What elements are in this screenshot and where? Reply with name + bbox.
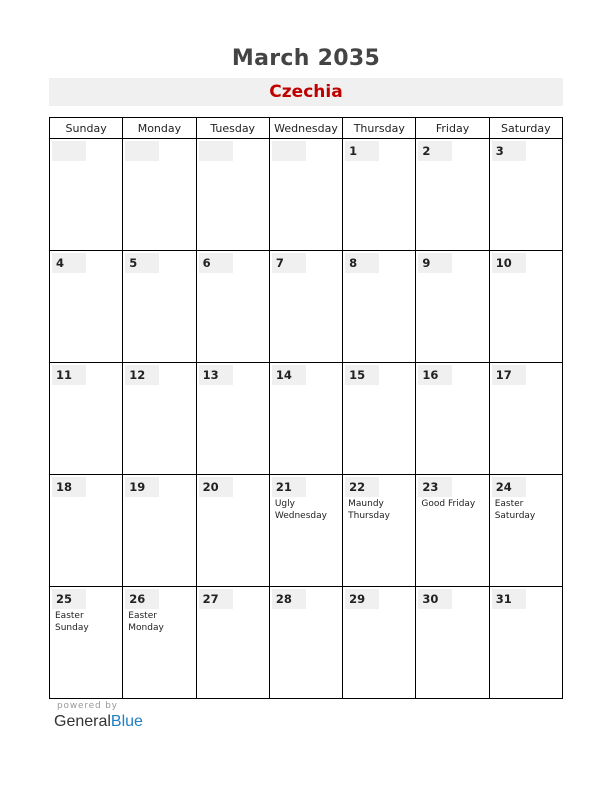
day-cell (343, 363, 416, 475)
day-number (272, 141, 306, 161)
day-number: 17 (492, 365, 526, 385)
day-number: 20 (199, 477, 233, 497)
day-number: 8 (345, 253, 379, 273)
weekday-saturday: Saturday (489, 118, 562, 139)
weekday-header-row (50, 118, 563, 139)
week-row (50, 587, 563, 699)
day-cell (343, 587, 416, 699)
week-row (50, 251, 563, 363)
country-label: Czechia (49, 78, 563, 106)
day-cell (416, 251, 489, 363)
day-number: 31 (492, 589, 526, 609)
day-number: 10 (492, 253, 526, 273)
brand-name-blue: Blue (110, 713, 143, 730)
weekday-friday: Friday (416, 118, 489, 139)
weekday-monday: Monday (123, 118, 196, 139)
day-number: 12 (125, 365, 159, 385)
day-number: 15 (345, 365, 379, 385)
holiday-label: Good Friday (421, 499, 476, 509)
day-cell (489, 475, 562, 587)
holiday-label: Ugly Wednesday (274, 499, 327, 521)
day-cell (343, 139, 416, 251)
day-number: 29 (345, 589, 379, 609)
day-cell (123, 587, 196, 699)
day-cell (269, 139, 342, 251)
day-cell (196, 139, 269, 251)
day-number: 18 (52, 477, 86, 497)
day-number: 28 (272, 589, 306, 609)
day-cell (269, 251, 342, 363)
day-cell (50, 251, 123, 363)
day-number: 1 (345, 141, 379, 161)
brand-name-general: General (54, 713, 111, 730)
calendar-grid (49, 117, 563, 699)
day-cell (489, 251, 562, 363)
day-number: 14 (272, 365, 306, 385)
day-cell (196, 251, 269, 363)
day-cell (269, 587, 342, 699)
day-cell (196, 587, 269, 699)
day-number: 24 (492, 477, 526, 497)
day-cell (50, 363, 123, 475)
day-number: 13 (199, 365, 233, 385)
day-cell (416, 475, 489, 587)
day-number (199, 141, 233, 161)
holiday-label: Maundy Thursday (348, 499, 390, 521)
day-number: 21 (272, 477, 306, 497)
day-cell (343, 251, 416, 363)
day-number: 3 (492, 141, 526, 161)
week-row (50, 139, 563, 251)
day-cell (123, 363, 196, 475)
week-row (50, 475, 563, 587)
day-number: 19 (125, 477, 159, 497)
day-cell (416, 363, 489, 475)
day-cell (50, 587, 123, 699)
day-cell (489, 363, 562, 475)
day-number: 16 (418, 365, 452, 385)
day-cell (269, 363, 342, 475)
day-cell (123, 139, 196, 251)
day-number (52, 141, 86, 161)
holiday-label: Easter Sunday (55, 611, 89, 633)
day-number: 22 (345, 477, 379, 497)
day-cell (196, 475, 269, 587)
holiday-label: Easter Monday (128, 611, 164, 633)
day-cell (269, 475, 342, 587)
day-number: 9 (418, 253, 452, 273)
day-cell (123, 251, 196, 363)
day-number: 4 (52, 253, 86, 273)
day-cell (343, 475, 416, 587)
day-number (125, 141, 159, 161)
day-number: 30 (418, 589, 452, 609)
brand-logo[interactable] (54, 713, 143, 731)
day-number: 27 (199, 589, 233, 609)
holiday-label: Easter Saturday (494, 499, 536, 521)
day-cell (416, 139, 489, 251)
day-cell (50, 475, 123, 587)
day-number: 7 (272, 253, 306, 273)
day-number: 26 (125, 589, 159, 609)
day-number: 5 (125, 253, 159, 273)
weekday-sunday: Sunday (50, 118, 123, 139)
day-number: 23 (418, 477, 452, 497)
day-number: 2 (418, 141, 452, 161)
weekday-wednesday: Wednesday (269, 118, 342, 139)
weekday-thursday: Thursday (343, 118, 416, 139)
day-number: 25 (52, 589, 86, 609)
day-cell (416, 587, 489, 699)
day-cell (489, 587, 562, 699)
powered-by-text: powered by (57, 701, 118, 711)
day-number: 11 (52, 365, 86, 385)
day-cell (123, 475, 196, 587)
day-number: 6 (199, 253, 233, 273)
week-row (50, 363, 563, 475)
weekday-tuesday: Tuesday (196, 118, 269, 139)
day-cell (196, 363, 269, 475)
day-cell (489, 139, 562, 251)
day-cell (50, 139, 123, 251)
page-title: March 2035 (231, 46, 381, 71)
